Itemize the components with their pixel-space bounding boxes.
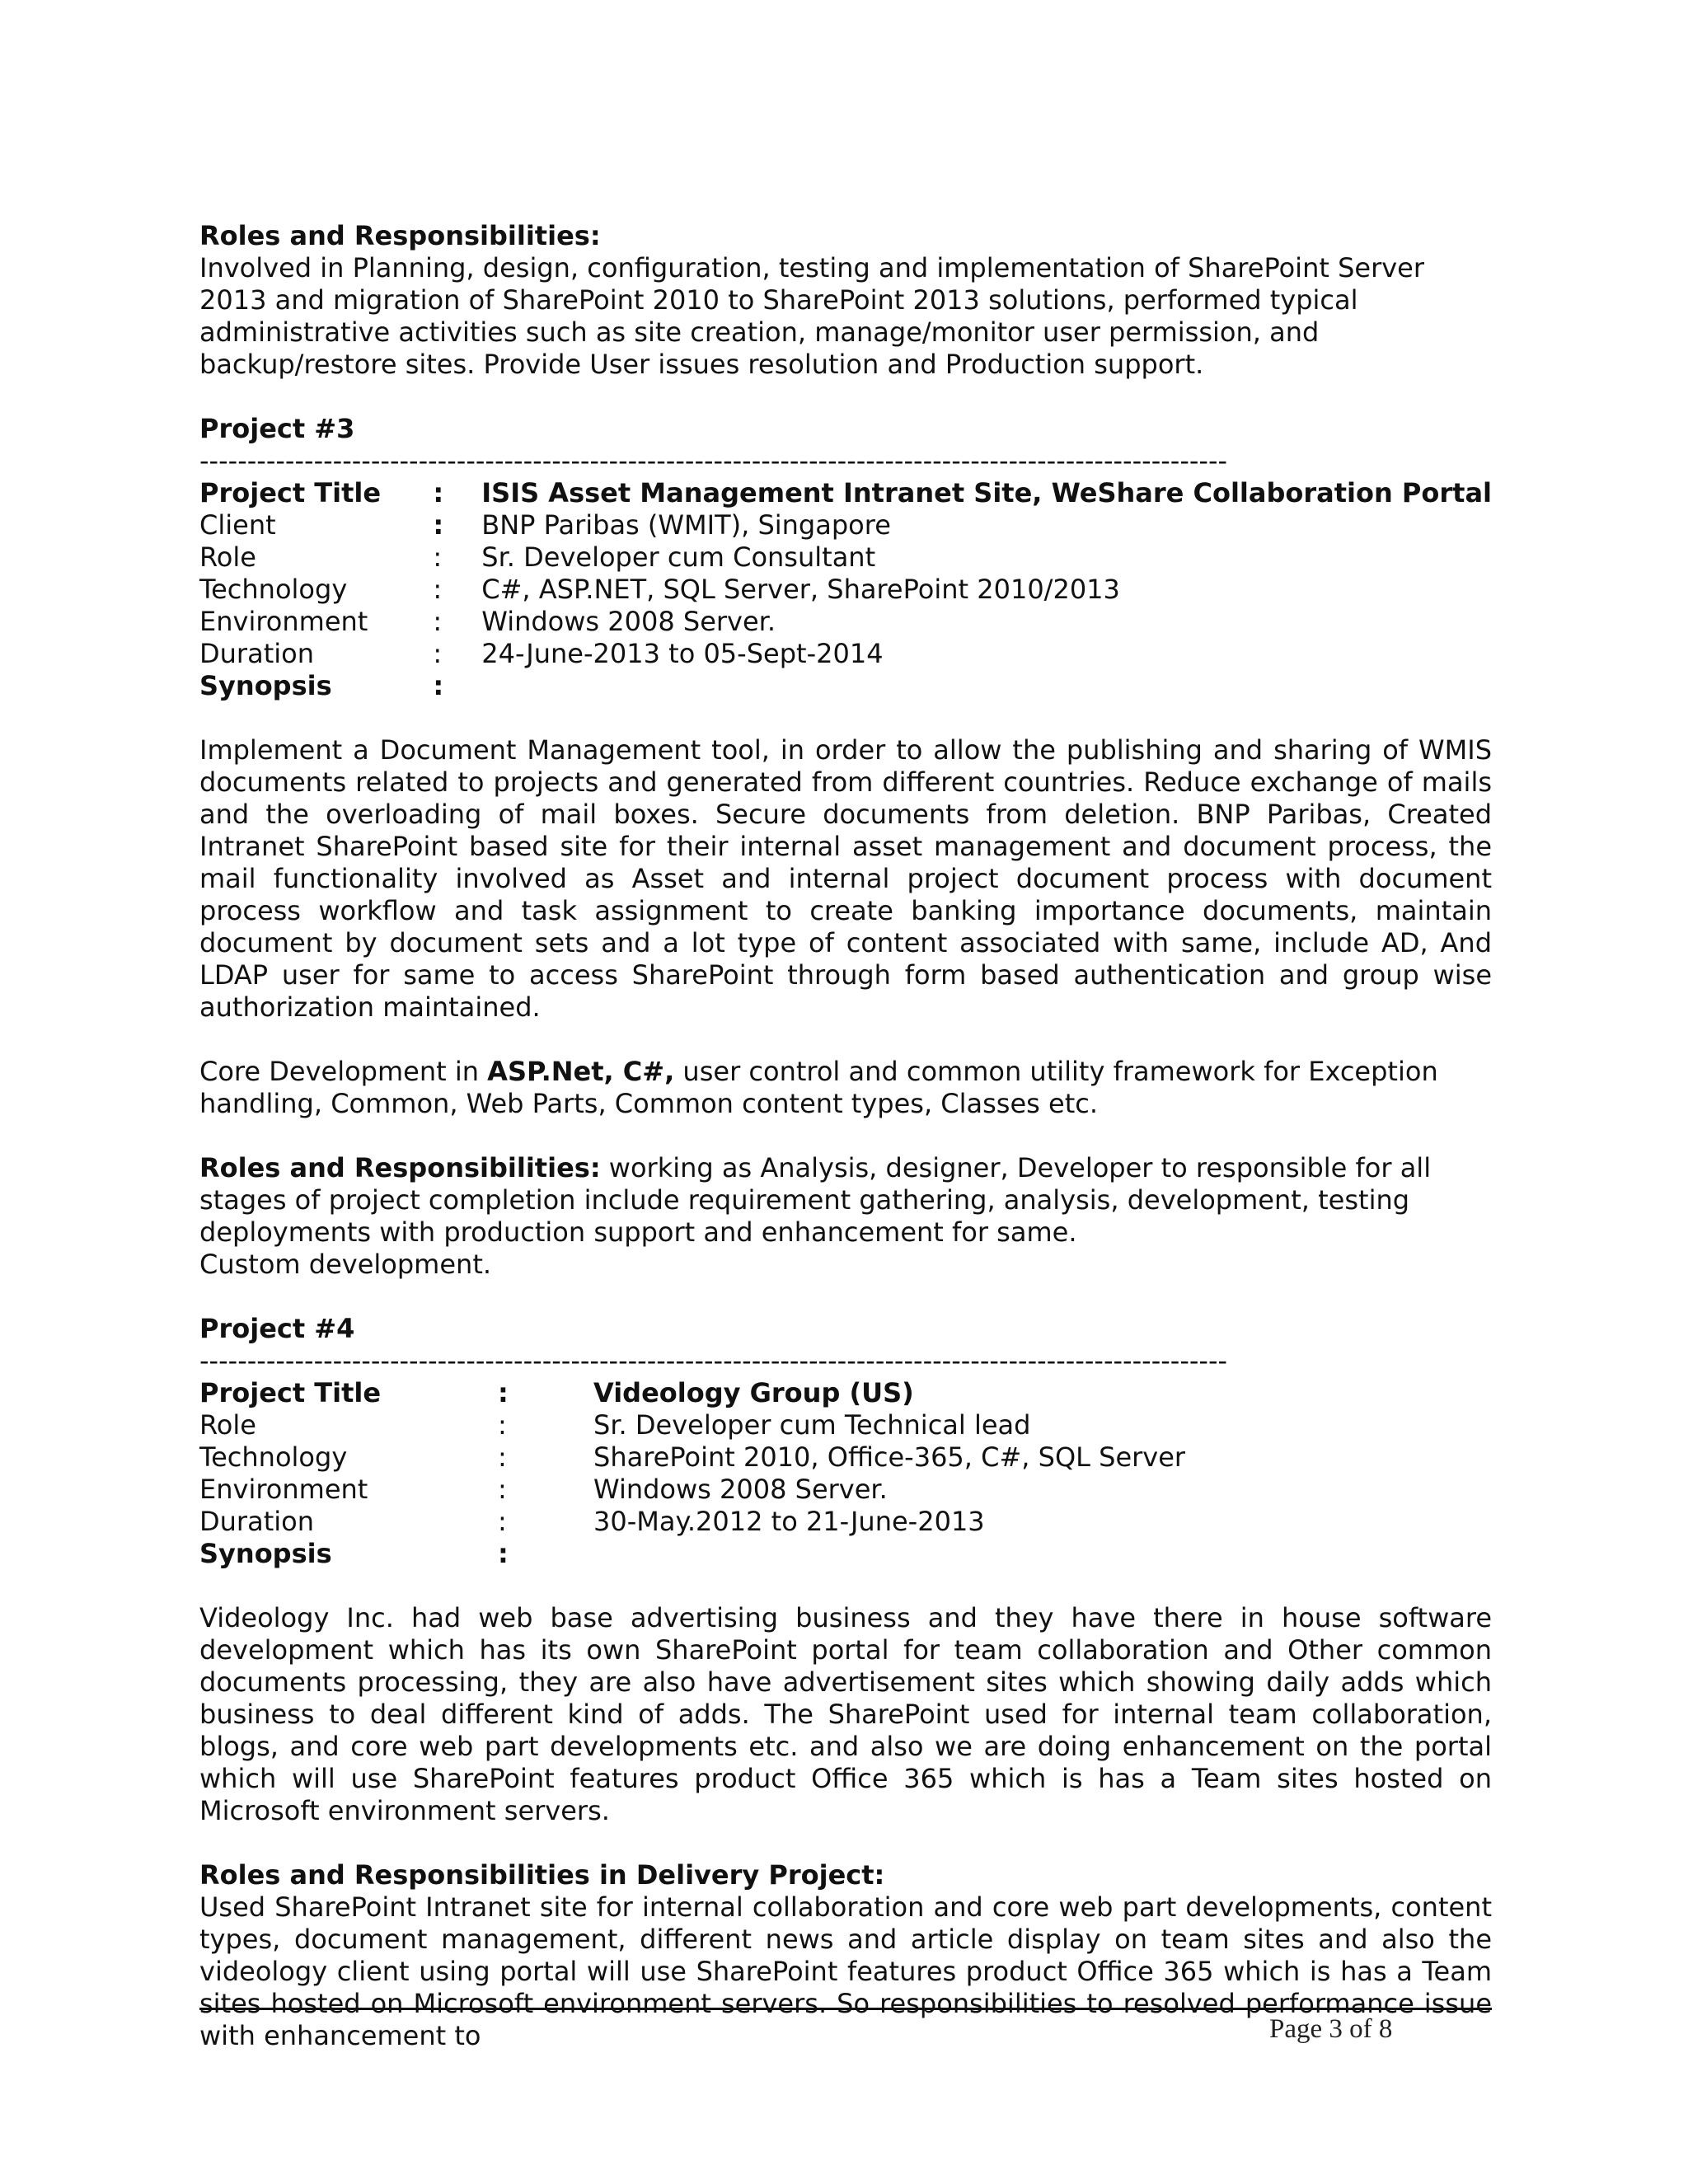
project3-row-duration bbox=[199, 638, 1492, 670]
field-colon: : bbox=[498, 1474, 507, 1505]
field-value: Sr. Developer cum Technical lead bbox=[593, 1409, 1031, 1441]
field-value: C#, ASP.NET, SQL Server, SharePoint 2010/2013 bbox=[481, 574, 1120, 605]
field-colon: : bbox=[498, 1377, 509, 1408]
intro-roles-body: Involved in Planning, design, configuration, testing and implementation of SharePoint Server 2013 and migration of SharePoint 2010 to SharePoint 2013 solutions, performed typical administrative activities such as site creation, manage/monitor user permission, and backup/restore sites. Provide User issues resolution and Production support. bbox=[199, 252, 1424, 380]
core-tech-bold: ASP.Net, C#, bbox=[487, 1056, 675, 1087]
intro-roles-heading: Roles and Responsibilities: bbox=[199, 220, 601, 251]
project4-row-duration bbox=[199, 1506, 1185, 1538]
project3-row-client bbox=[199, 509, 1492, 541]
project3-roles-label: Roles and Responsibilities: bbox=[199, 1152, 601, 1183]
field-colon: : bbox=[433, 477, 444, 509]
project3-roles-text: working as Analysis, designer, Developer to responsible for all stages of project completion include requirement gathering, analysis, development, testing deployments with production support and enhancement for same. bbox=[199, 1152, 1432, 1248]
field-colon: : bbox=[498, 1409, 507, 1441]
field-value: ISIS Asset Management Intranet Site, WeShare Collaboration Portal bbox=[481, 477, 1492, 509]
project3-row-technology bbox=[199, 574, 1492, 606]
project4-row-synopsis bbox=[199, 1538, 1185, 1570]
field-label: Technology bbox=[199, 574, 348, 605]
field-colon: : bbox=[433, 670, 444, 701]
field-colon: : bbox=[433, 638, 443, 669]
field-value: BNP Paribas (WMIT), Singapore bbox=[481, 509, 891, 541]
field-label: Client bbox=[199, 509, 276, 541]
field-label: Project Title bbox=[199, 477, 382, 509]
project4-row-role bbox=[199, 1409, 1185, 1441]
field-label: Role bbox=[199, 1409, 256, 1441]
field-label: Synopsis bbox=[199, 670, 332, 701]
field-colon: : bbox=[433, 606, 443, 637]
field-colon: : bbox=[498, 1441, 507, 1473]
project4-row-technology bbox=[199, 1441, 1185, 1474]
project4-separator: ------------------------------------------------------------------------------------------------------------ bbox=[199, 1345, 1228, 1376]
project3-row-environment bbox=[199, 606, 1492, 638]
project4-delivery-heading: Roles and Responsibilities in Delivery Project: bbox=[199, 1859, 885, 1891]
project3-row-role bbox=[199, 541, 1492, 574]
project4-synopsis: Videology Inc. had web base advertising business and they have there in house software development which has its own SharePoint portal for team collaboration and Other common documents processing, they are also have advertisement sites which showing daily adds which business to deal different kind of adds. The SharePoint used for internal team collaboration, blogs, and core web part developments etc. and also we are doing enhancement on the portal which will use SharePoint features product Office 365 which is has a Team sites hosted on Microsoft environment servers. bbox=[199, 1602, 1492, 1826]
project3-heading: Project #3 bbox=[199, 413, 355, 444]
field-label: Project Title bbox=[199, 1377, 382, 1408]
field-value bbox=[481, 670, 1492, 702]
field-value bbox=[593, 1538, 1185, 1570]
field-value: SharePoint 2010, Office-365, C#, SQL Server bbox=[593, 1441, 1186, 1473]
project3-synopsis: Implement a Document Management tool, in order to allow the publishing and sharing of WMIS documents related to projects and generated from different countries. Reduce exchange of mails and the overloading of mail boxes. Secure documents from deletion. BNP Paribas, Created Intranet SharePoint based site for their internal asset management and document process, the mail functionality involved as Asset and internal project document process with document process workflow and task assignment to create banking importance documents, maintain document by document sets and a lot type of content associated with same, include AD, And LDAP user for same to access SharePoint through form based authentication and group wise authorization maintained. bbox=[199, 734, 1492, 1023]
field-label: Technology bbox=[199, 1441, 348, 1473]
project4-row-title bbox=[199, 1377, 1185, 1409]
field-value: Sr. Developer cum Consultant bbox=[481, 541, 876, 573]
project3-custom-development: Custom development. bbox=[199, 1249, 492, 1280]
field-colon: : bbox=[433, 541, 443, 573]
field-value: Windows 2008 Server. bbox=[481, 606, 776, 637]
project3-row-synopsis bbox=[199, 670, 1492, 702]
field-value: 24-June-2013 to 05-Sept-2014 bbox=[481, 638, 884, 669]
field-label: Duration bbox=[199, 1506, 314, 1537]
footer-divider bbox=[199, 2008, 1492, 2010]
field-value: Videology Group (US) bbox=[593, 1377, 914, 1408]
document-page bbox=[199, 220, 1492, 2052]
field-value: Windows 2008 Server. bbox=[593, 1474, 888, 1505]
project4-info-table bbox=[199, 1377, 1185, 1570]
project3-row-title bbox=[199, 477, 1492, 509]
field-label: Role bbox=[199, 541, 256, 573]
field-value: 30-May.2012 to 21-June-2013 bbox=[593, 1506, 985, 1537]
core-suffix: user control and common utility framework for Exception handling, Common, Web Parts, Common content types, Classes etc. bbox=[199, 1056, 1438, 1119]
field-label: Duration bbox=[199, 638, 314, 669]
field-label: Environment bbox=[199, 1474, 368, 1505]
field-label: Environment bbox=[199, 606, 368, 637]
project3-separator: ------------------------------------------------------------------------------------------------------------ bbox=[199, 445, 1228, 476]
project4-delivery-text: Used SharePoint Intranet site for internal collaboration and core web part developments, content types, document management, different news and article display on team sites and also the videology client using portal will use SharePoint features product Office 365 which is has a Team sites hosted on Microsoft environment servers. So responsibilities to resolved performance issue with enhancement to bbox=[199, 1891, 1492, 2051]
core-prefix: Core Development in bbox=[199, 1056, 488, 1087]
project3-core-development bbox=[199, 1056, 1492, 1120]
project3-info-table bbox=[199, 477, 1492, 702]
project4-row-environment bbox=[199, 1474, 1185, 1506]
project3-roles bbox=[199, 1152, 1492, 1249]
field-colon: : bbox=[498, 1538, 509, 1569]
field-colon: : bbox=[498, 1506, 507, 1537]
field-colon: : bbox=[433, 574, 443, 605]
field-label: Synopsis bbox=[199, 1538, 332, 1569]
field-colon: : bbox=[433, 509, 444, 541]
project4-heading: Project #4 bbox=[199, 1313, 355, 1344]
page-number: Page 3 of 8 bbox=[1269, 2014, 1393, 2044]
